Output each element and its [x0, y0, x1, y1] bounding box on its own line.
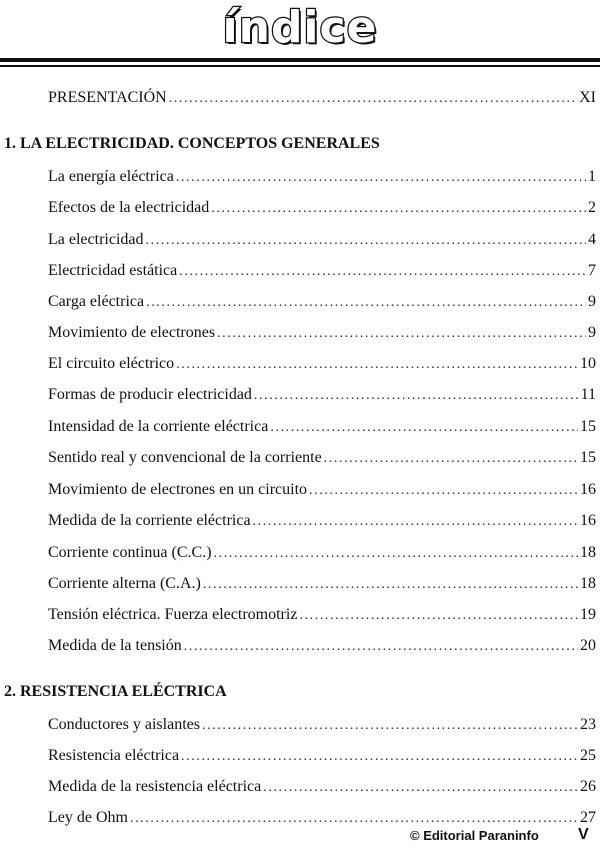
dot-leader [146, 293, 586, 313]
toc-entry[interactable] [48, 480, 596, 501]
toc-entry[interactable] [48, 715, 596, 736]
dot-leader [254, 386, 579, 406]
toc-entry[interactable] [48, 448, 596, 469]
toc-entry-page: XI [579, 89, 596, 106]
chapter-heading-1: 1. LA ELECTRICIDAD. CONCEPTOS GENERALES [4, 135, 380, 152]
dot-leader [324, 449, 578, 469]
toc-entry-label: Movimiento de electrones en un circuito [48, 481, 308, 498]
toc-entry[interactable] [48, 230, 596, 251]
toc-entry[interactable] [48, 198, 596, 219]
toc-entry-label: Sentido real y convencional de la corriente [48, 449, 322, 466]
dot-leader [169, 89, 577, 109]
toc-entry-page: 10 [580, 355, 596, 372]
toc-entry-label: Ley de Ohm [48, 809, 128, 826]
toc-entry-page: 19 [580, 606, 596, 623]
page-title: índice [222, 2, 378, 53]
toc-entry-label: Movimiento de electrones [48, 324, 216, 341]
toc-entry-page: 7 [588, 262, 596, 279]
toc-entry-label: Electricidad estática [48, 262, 178, 279]
page-number: V [578, 826, 589, 843]
dot-leader [309, 481, 578, 501]
dot-leader [202, 716, 578, 736]
toc-entry-label: Resistencia eléctrica [48, 747, 180, 764]
toc-entry[interactable] [48, 636, 596, 657]
dot-leader [203, 575, 578, 595]
toc-entry-label: La electricidad [48, 231, 144, 248]
dot-leader [181, 747, 578, 767]
toc-entry-page: 15 [580, 418, 596, 435]
chapter-heading-2: 2. RESISTENCIA ELÉCTRICA [4, 683, 227, 700]
toc-entry-page: 1 [588, 168, 596, 185]
publisher-credit: © Editorial Paraninfo [410, 828, 539, 843]
toc-entry[interactable] [48, 385, 596, 406]
toc-entry[interactable] [48, 292, 596, 313]
toc-entry[interactable] [48, 417, 596, 438]
dot-leader [299, 606, 578, 626]
dot-leader [270, 418, 578, 438]
dot-leader [130, 809, 578, 829]
toc-entry-label: PRESENTACIÓN [48, 89, 167, 106]
toc-entry[interactable] [48, 261, 596, 282]
dot-leader [179, 262, 586, 282]
toc-entry[interactable] [48, 746, 596, 767]
toc-entry-page: 25 [580, 747, 596, 764]
toc-entry-page: 11 [580, 386, 596, 403]
toc-entry-page: 18 [580, 544, 596, 561]
toc-entry-label: Medida de la resistencia eléctrica [48, 778, 262, 795]
toc-entry-label: El circuito eléctrico [48, 355, 175, 372]
toc-entry-page: 16 [580, 481, 596, 498]
toc-entry-page: 2 [588, 199, 596, 216]
toc-entry-page: 4 [588, 231, 596, 248]
toc-entry-page: 27 [580, 809, 596, 826]
toc-entry-label: Carga eléctrica [48, 293, 145, 310]
toc-entry-label: Corriente continua (C.C.) [48, 544, 212, 561]
toc-entry-label: Medida de la corriente eléctrica [48, 512, 251, 529]
toc-entry-page: 23 [580, 716, 596, 733]
dot-leader [263, 778, 578, 798]
toc-entry-presentacion[interactable] [48, 88, 596, 109]
toc-entry-label: Corriente alterna (C.A.) [48, 575, 201, 592]
toc-entry-page: 9 [588, 293, 596, 310]
dot-leader [184, 637, 578, 657]
toc-entry[interactable] [48, 605, 596, 626]
dot-leader [176, 168, 586, 188]
title-divider-thick [0, 58, 600, 62]
toc-entry-page: 26 [580, 778, 596, 795]
toc-entry-label: Intensidad de la corriente eléctrica [48, 418, 269, 435]
toc-entry[interactable] [48, 354, 596, 375]
toc-entry-label: Formas de producir electricidad [48, 386, 252, 403]
toc-entry-label: Medida de la tensión [48, 637, 182, 654]
toc-entry-label: Conductores y aislantes [48, 716, 200, 733]
toc-entry[interactable] [48, 167, 596, 188]
dot-leader [211, 199, 586, 219]
toc-entry-label: La energía eléctrica [48, 168, 174, 185]
toc-entry-page: 9 [588, 324, 596, 341]
dot-leader [176, 355, 578, 375]
toc-entry-page: 20 [580, 637, 596, 654]
toc-entry[interactable] [48, 511, 596, 532]
dot-leader [214, 544, 578, 564]
toc-entry-page: 15 [580, 449, 596, 466]
toc-entry-label: Tensión eléctrica. Fuerza electromotriz [48, 606, 298, 623]
dot-leader [253, 512, 578, 532]
toc-entry-page: 16 [580, 512, 596, 529]
toc-entry[interactable] [48, 777, 596, 798]
toc-entry[interactable] [48, 543, 596, 564]
toc-entry[interactable] [48, 323, 596, 344]
toc-entry[interactable] [48, 808, 596, 829]
toc-entry-page: 18 [580, 575, 596, 592]
dot-leader [146, 231, 587, 251]
toc-entry-label: Efectos de la electricidad [48, 199, 210, 216]
toc-entry[interactable] [48, 574, 596, 595]
dot-leader [217, 324, 586, 344]
title-divider-thin [0, 65, 600, 67]
